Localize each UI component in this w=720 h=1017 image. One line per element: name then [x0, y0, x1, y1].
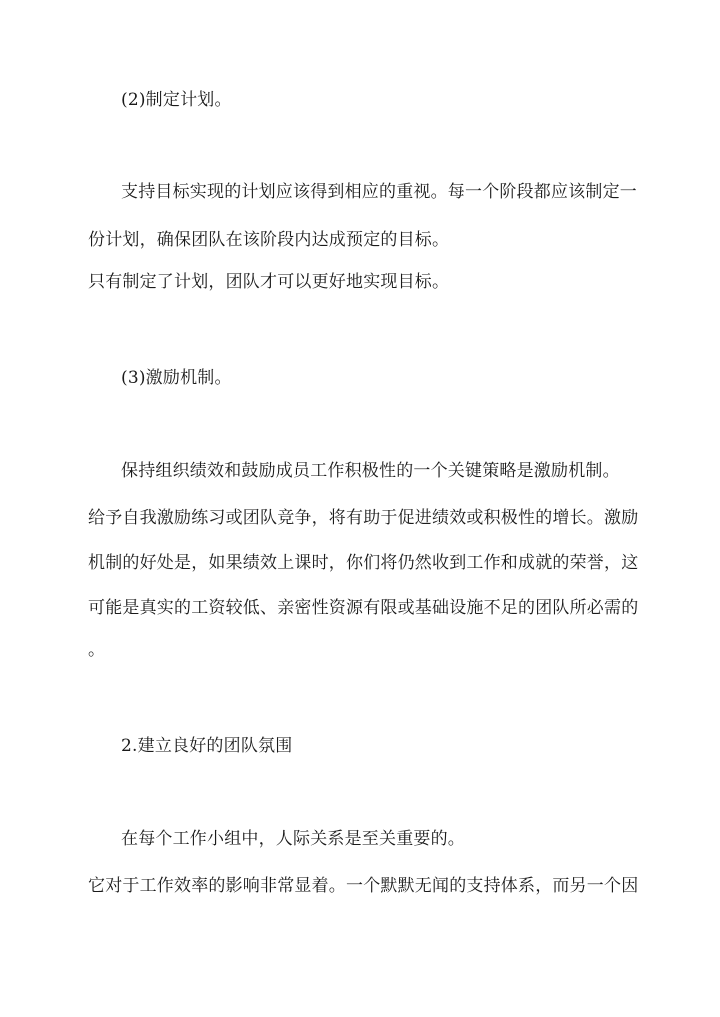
- paragraph-line: 只有制定了计划，团队才可以更好地实现目标。: [88, 272, 450, 292]
- part-heading-atmosphere: 2.建立良好的团队氛围: [121, 736, 293, 756]
- paragraph-line: 可能是真实的工资较低、亲密性资源有限或基础设施不足的团队所必需的: [88, 598, 639, 618]
- section-heading-plan: (2)制定计划。: [121, 90, 232, 110]
- paragraph-line: 。: [88, 640, 106, 660]
- paragraph-line: 保持组织绩效和鼓励成员工作积极性的一个关键策略是激励机制。: [121, 461, 620, 481]
- paragraph-line: 它对于工作效率的影响非常显着。一个默默无闻的支持体系，而另一个因: [88, 876, 639, 896]
- paragraph-line: 机制的好处是，如果绩效上课时，你们将仍然收到工作和成就的荣誉，这: [88, 553, 639, 573]
- paragraph-line: 在每个工作小组中，人际关系是至关重要的。: [121, 829, 465, 849]
- section-heading-motivation: (3)激励机制。: [121, 368, 232, 388]
- paragraph-line: 给予自我激励练习或团队竞争，将有助于促进绩效或积极性的增长。激励: [88, 508, 639, 528]
- paragraph-line: 支持目标实现的计划应该得到相应的重视。每一个阶段都应该制定一: [121, 182, 637, 202]
- paragraph-line: 份计划，确保团队在该阶段内达成预定的目标。: [88, 230, 450, 250]
